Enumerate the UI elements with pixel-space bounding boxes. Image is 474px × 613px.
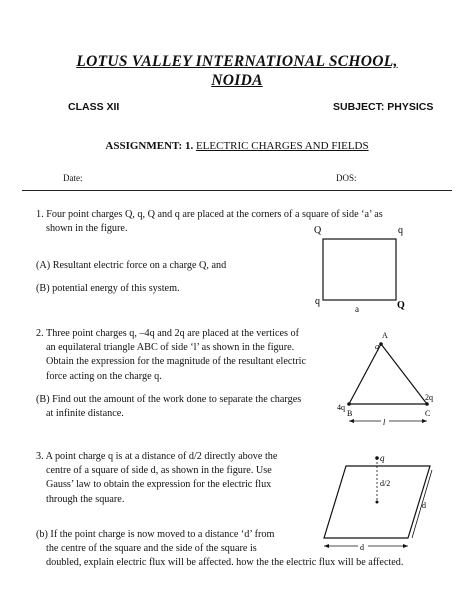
vertex-a-dot xyxy=(379,342,383,346)
fig1-label-tr: q xyxy=(398,225,403,236)
q2-line4: force acting on the charge q. xyxy=(46,370,162,382)
q3-part-b-line1: (b) If the point charge is now moved to a distance ‘d’ from xyxy=(36,529,275,540)
triangle-outline xyxy=(349,344,427,404)
class-label: CLASS XII xyxy=(68,101,120,113)
assignment-prefix: ASSIGNMENT: 1. xyxy=(105,140,194,152)
school-name-line1: LOTUS VALLEY INTERNATIONAL SCHOOL, xyxy=(76,53,398,70)
q2-line2: an equilateral triangle ABC of side ‘l’ as shown in the figure. xyxy=(46,342,295,354)
date-label: Date: xyxy=(63,173,83,183)
header-divider xyxy=(22,190,452,191)
vertex-c-dot xyxy=(425,402,429,406)
fig2-charge-A: q xyxy=(375,342,379,351)
q2-part-b-line2: at infinite distance. xyxy=(46,408,124,420)
fig2-side-label: l xyxy=(383,418,386,427)
fig1-label-tl: Q xyxy=(314,225,322,236)
vertex-b-dot xyxy=(347,402,351,406)
school-name-line2: NOIDA xyxy=(211,72,263,89)
fig2-label-B: B xyxy=(347,409,353,418)
square-outline xyxy=(323,239,396,300)
subject-label: SUBJECT: PHYSICS xyxy=(333,101,434,113)
point-charge-dot xyxy=(375,456,379,460)
bottom-arrow-left xyxy=(324,544,329,548)
fig3-side-bottom: d xyxy=(360,543,364,552)
fig3-height-label: d/2 xyxy=(380,479,391,488)
bottom-arrow-right xyxy=(403,544,408,548)
q1-line1: 1. Four point charges Q, q, Q and q are placed at the corners of a square of side ‘a’ as xyxy=(36,209,383,220)
fig1-label-bl: q xyxy=(315,296,320,307)
arrow-left-head xyxy=(349,419,354,423)
q2-line1: 2. Three point charges q, –4q and 2q are placed at the vertices of xyxy=(36,328,299,339)
q2-line3: Obtain the expression for the magnitude of the resultant electric xyxy=(46,356,306,368)
assignment-topic: ELECTRIC CHARGES AND FIELDS xyxy=(195,140,369,152)
q2-part-b-line1: (B) Find out the amount of the work done to separate the charges xyxy=(36,394,302,405)
question-2 xyxy=(36,327,336,384)
fig2-charge-B: 4q xyxy=(337,403,345,412)
fig2-label-A: A xyxy=(382,331,388,340)
question-3 xyxy=(36,450,326,507)
q3-line2: centre of a square of side d, as shown in the figure. Use xyxy=(46,465,272,477)
fig1-label-br: Q xyxy=(397,300,405,311)
q2-triangle-figure xyxy=(335,328,435,428)
q3-line1: 3. A point charge q is at a distance of d/2 directly above the xyxy=(36,451,278,462)
fig2-label-C: C xyxy=(425,409,431,418)
fig3-charge-label: q xyxy=(380,453,385,463)
dos-label: DOS: xyxy=(336,173,357,183)
q3-line3: Gauss’ law to obtain the expression for the electric flux xyxy=(46,479,272,491)
q1-line2: shown in the figure. xyxy=(46,223,128,235)
q3-part-b-line2: the centre of the square and the side of the square is xyxy=(46,543,257,555)
assignment-title xyxy=(0,140,474,152)
q3-line4: through the square. xyxy=(46,493,125,505)
q3-square-figure xyxy=(318,448,438,554)
fig3-side-right: d xyxy=(422,501,426,510)
square-centre-dot xyxy=(376,501,379,504)
fig2-charge-C: 2q xyxy=(425,393,433,402)
q3-part-b-line3: doubled, explain electric flux will be affected. how the the electric flux will be affected. xyxy=(46,557,404,569)
q2-part-b xyxy=(36,393,336,421)
q1-part-b: (B) potential energy of this system. xyxy=(36,283,180,294)
arrow-right-head xyxy=(422,419,427,423)
q1-square-figure xyxy=(305,220,415,320)
q1-part-a: (A) Resultant electric force on a charge Q, and xyxy=(36,260,227,271)
fig1-side-label: a xyxy=(355,304,359,314)
